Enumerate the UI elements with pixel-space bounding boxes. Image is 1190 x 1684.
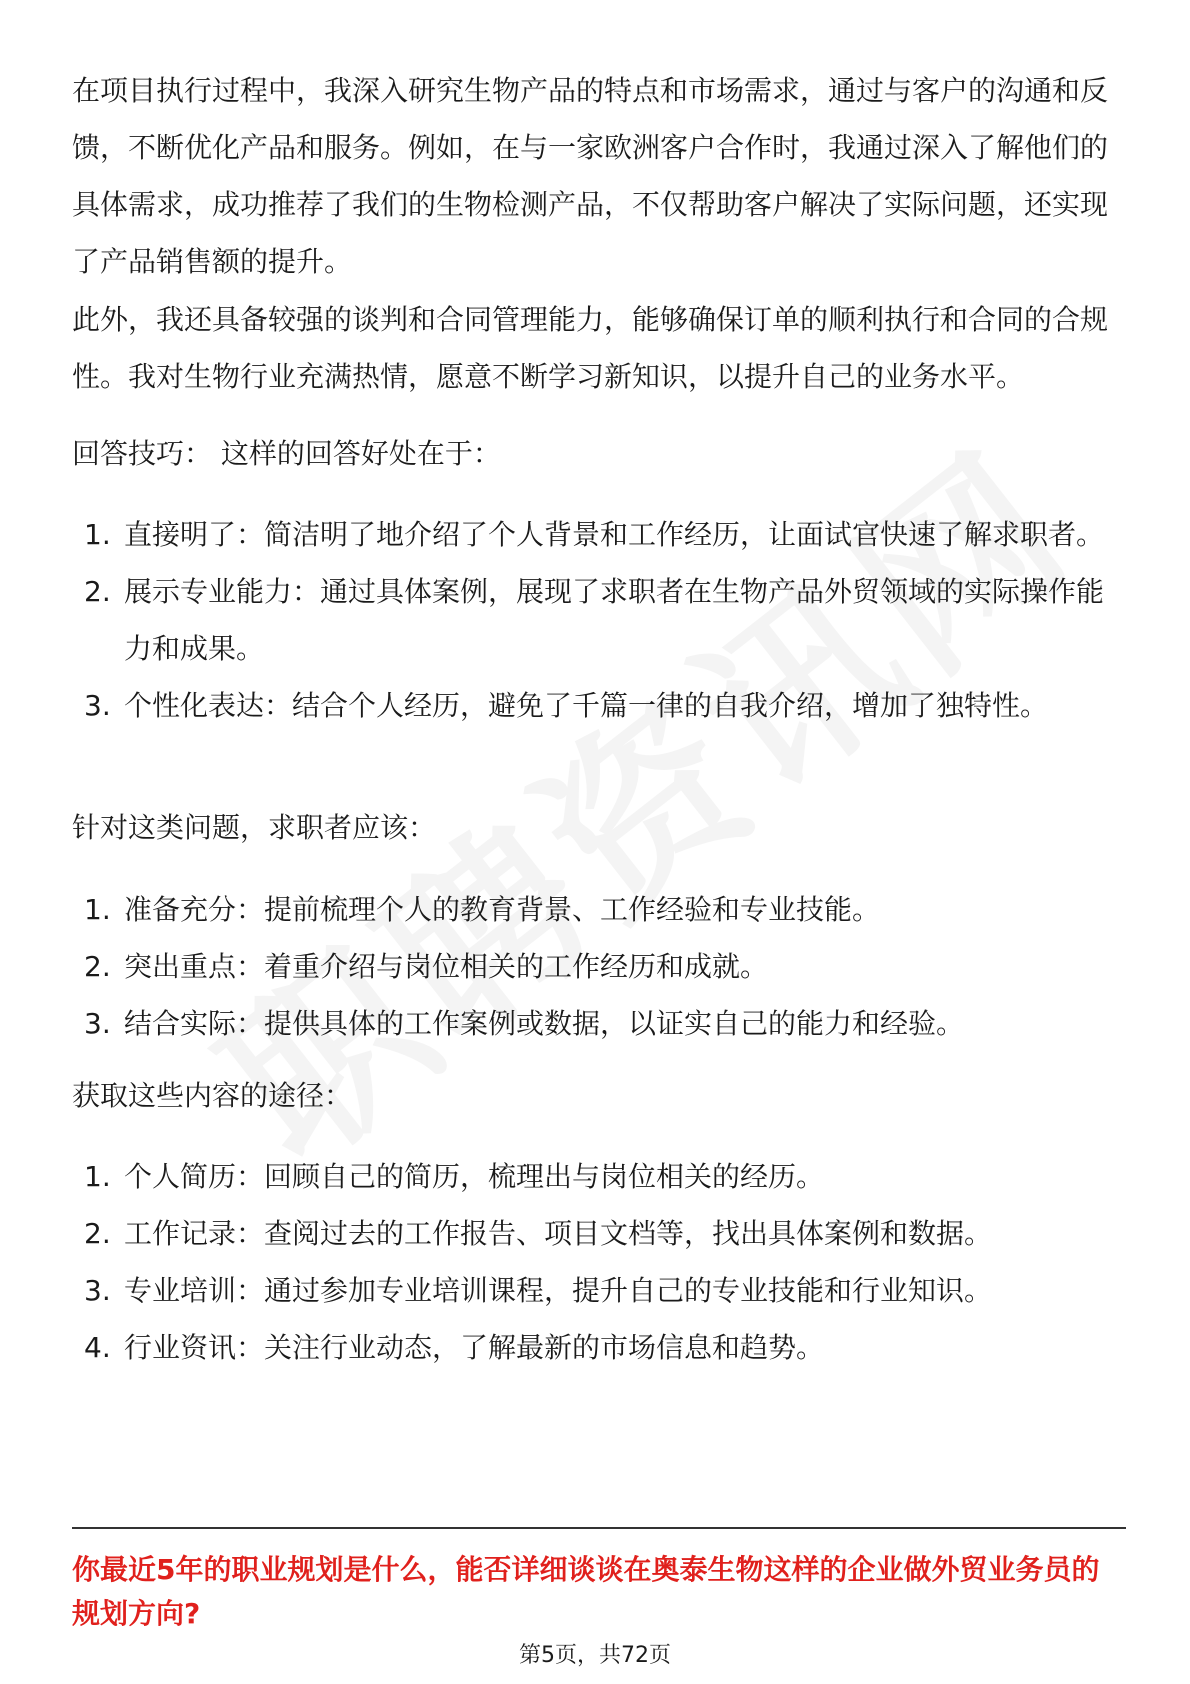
sources-list bbox=[72, 1148, 1122, 1376]
list-number: 2. bbox=[84, 575, 111, 608]
list-item-text: 个性化表达：结合个人经历，避免了千篇一律的自我介绍，增加了独特性。 bbox=[124, 689, 1049, 722]
tips-list bbox=[72, 506, 1122, 734]
list-number: 1. bbox=[84, 1160, 111, 1193]
list-item-text: 展示专业能力：通过具体案例，展现了求职者在生物产品外贸领域的实际操作能力和成果。 bbox=[124, 575, 1105, 665]
list-item-text: 专业培训：通过参加专业培训课程，提升自己的专业技能和行业知识。 bbox=[124, 1274, 993, 1307]
paragraph-project-experience: 在项目执行过程中，我深入研究生物产品的特点和市场需求，通过与客户的沟通和反馈，不断优化产品和服务。例如，在与一家欧洲客户合作时，我通过深入了解他们的具体需求，成功推荐了我们的生物检测产品，不仅帮助客户解决了实际问题，还实现了产品销售额的提升。 bbox=[72, 74, 1109, 278]
section-divider bbox=[72, 1527, 1126, 1529]
list-item-text: 行业资讯：关注行业动态，了解最新的市场信息和趋势。 bbox=[124, 1331, 825, 1364]
list-number: 1. bbox=[84, 893, 111, 926]
list-item bbox=[72, 563, 1122, 677]
advice-list bbox=[72, 881, 1122, 1052]
sources-heading: 获取这些内容的途径： bbox=[72, 1079, 353, 1112]
list-number: 3. bbox=[84, 1007, 111, 1040]
list-item-text: 工作记录：查阅过去的工作报告、项目文档等，找出具体案例和数据。 bbox=[124, 1217, 993, 1250]
list-number: 2. bbox=[84, 1217, 111, 1250]
list-item bbox=[72, 1148, 1122, 1205]
list-number: 1. bbox=[84, 518, 111, 551]
tips-heading: 回答技巧： 这样的回答好处在于： bbox=[72, 437, 501, 470]
paragraph-negotiation: 此外，我还具备较强的谈判和合同管理能力，能够确保订单的顺利执行和合同的合规性。我对生物行业充满热情，愿意不断学习新知识，以提升自己的业务水平。 bbox=[72, 303, 1109, 393]
list-item bbox=[72, 938, 1122, 995]
list-item bbox=[72, 506, 1122, 563]
list-number: 3. bbox=[84, 689, 111, 722]
list-number: 3. bbox=[84, 1274, 111, 1307]
list-item-text: 准备充分：提前梳理个人的教育背景、工作经验和专业技能。 bbox=[124, 893, 881, 926]
advice-heading: 针对这类问题，求职者应该： bbox=[72, 811, 437, 844]
interview-question: 你最近5年的职业规划是什么，能否详细谈谈在奥泰生物这样的企业做外贸业务员的规划方向? bbox=[72, 1553, 1100, 1630]
list-item bbox=[72, 1205, 1122, 1262]
page-number: 第5页，共72页 bbox=[519, 1643, 671, 1668]
list-item bbox=[72, 881, 1122, 938]
list-item-text: 结合实际：提供具体的工作案例或数据，以证实自己的能力和经验。 bbox=[124, 1007, 965, 1040]
list-number: 4. bbox=[84, 1331, 111, 1364]
list-number: 2. bbox=[84, 950, 111, 983]
list-item-text: 突出重点：着重介绍与岗位相关的工作经历和成就。 bbox=[124, 950, 769, 983]
list-item bbox=[72, 995, 1122, 1052]
list-item-text: 直接明了：简洁明了地介绍了个人背景和工作经历，让面试官快速了解求职者。 bbox=[124, 518, 1105, 551]
list-item bbox=[72, 677, 1122, 734]
list-item bbox=[72, 1319, 1122, 1376]
list-item-text: 个人简历：回顾自己的简历，梳理出与岗位相关的经历。 bbox=[124, 1160, 825, 1193]
list-item bbox=[72, 1262, 1122, 1319]
